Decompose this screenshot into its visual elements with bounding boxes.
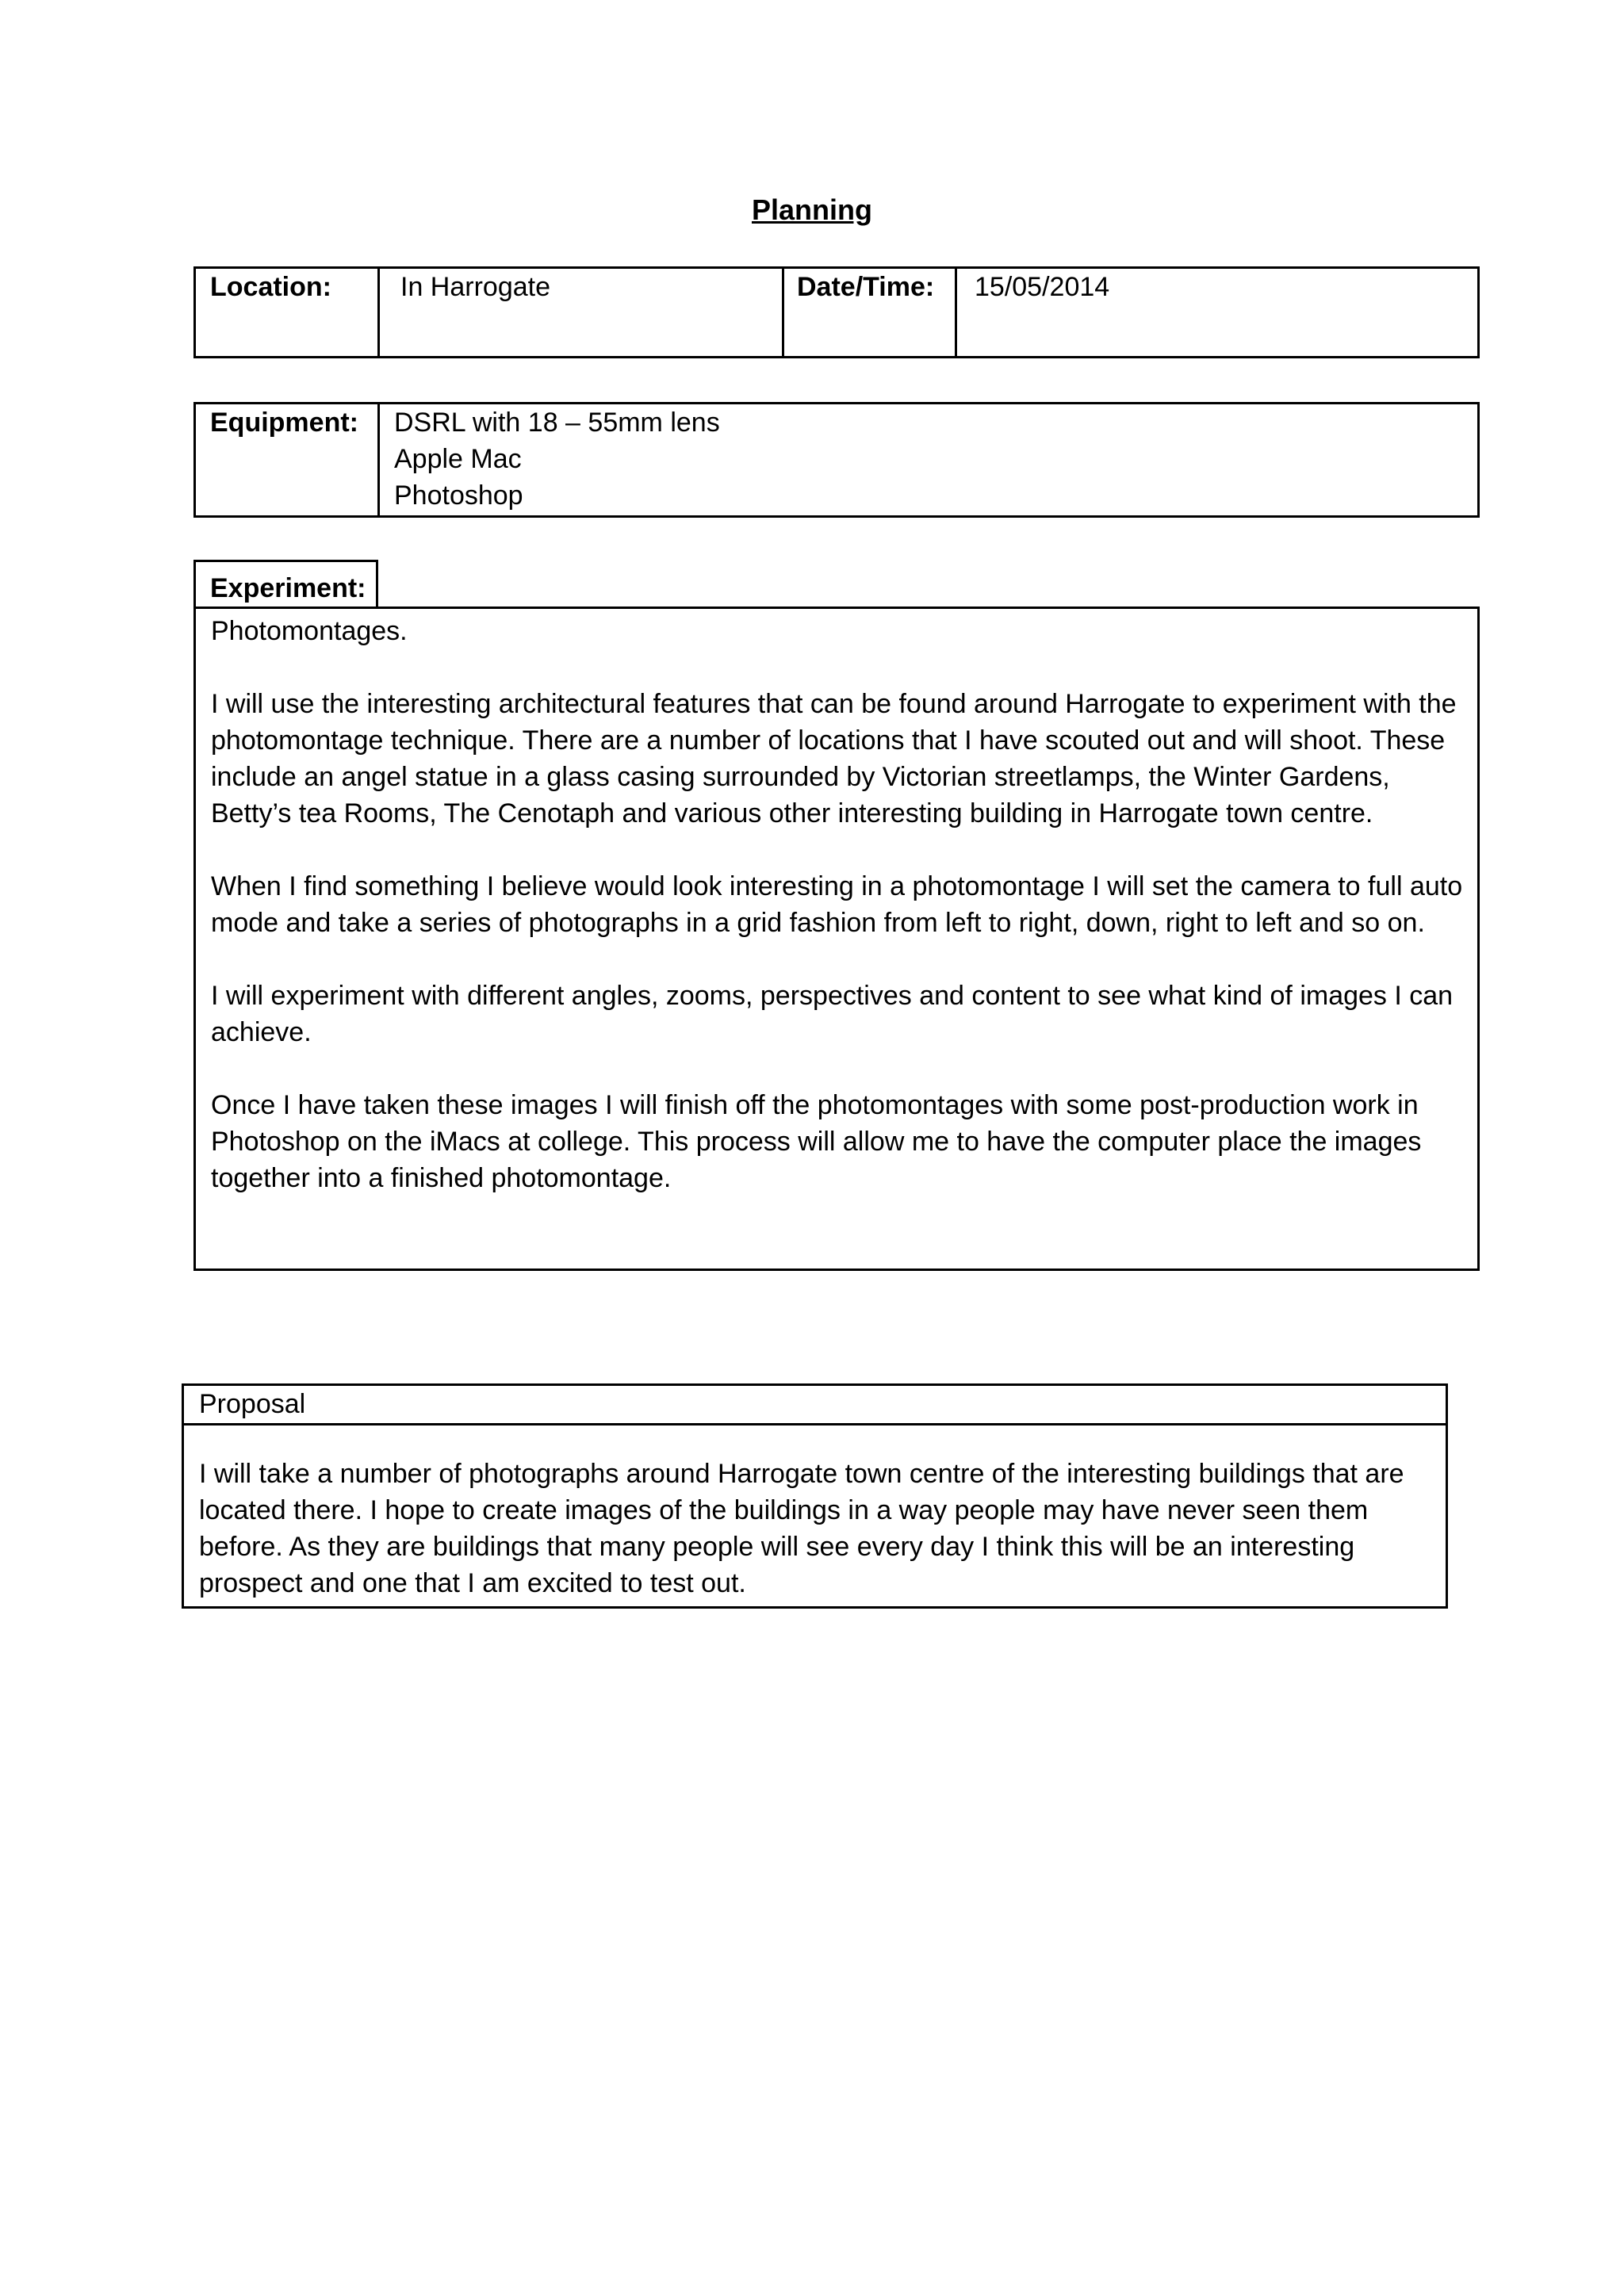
location-table [193,266,1480,358]
equipment-table [193,402,1480,518]
experiment-paragraph: Photomontages. [211,616,408,646]
proposal-label: Proposal [199,1389,306,1419]
datetime-value: 15/05/2014 [975,272,1110,302]
datetime-label: Date/Time: [797,272,935,302]
equipment-label: Equipment: [210,408,358,438]
equipment-list [394,404,720,514]
experiment-body [193,607,1480,1271]
proposal-table [182,1383,1448,1609]
experiment-paragraph: I will use the interesting architectural features that can be found around Harrogate to experiment with the photomontage technique. There are a number of locations that I have scouted out and will shoot. These include an angel statue in a glass casing surrounded by Victorian streetlamps, the Winter Gardens, Betty’s tea Rooms, The Cenotaph and various other interesting building in Harrogate town centre. [211,689,1457,828]
equipment-item: Apple Mac [394,444,522,474]
equipment-item: DSRL with 18 – 55mm lens [394,408,720,438]
page-title: Planning [752,193,872,226]
experiment-label: Experiment: [210,573,366,603]
experiment-paragraph: Once I have taken these images I will finish off the photomontages with some post-production work in Photoshop on the iMacs at college. This process will allow me to have the computer place the images together into a finished photomontage. [211,1090,1422,1193]
location-value: In Harrogate [400,272,550,302]
experiment-paragraph: I will experiment with different angles, zooms, perspectives and content to see what kind of images I can achieve. [211,981,1454,1047]
experiment-paragraph: When I find something I believe would look interesting in a photomontage I will set the camera to full auto mode and take a series of photographs in a grid fashion from left to right, down, right to left and so on. [211,871,1463,938]
location-label: Location: [210,272,331,302]
proposal-text: I will take a number of photographs around Harrogate town centre of the interesting buildings that are located there. I hope to create images of the buildings in a way people may have never seen them before. As they are buildings that many people will see every day I think this will be an interesting prospect and one that I am excited to test out. [199,1459,1404,1598]
equipment-item: Photoshop [394,480,523,511]
experiment-label-box [193,560,378,609]
